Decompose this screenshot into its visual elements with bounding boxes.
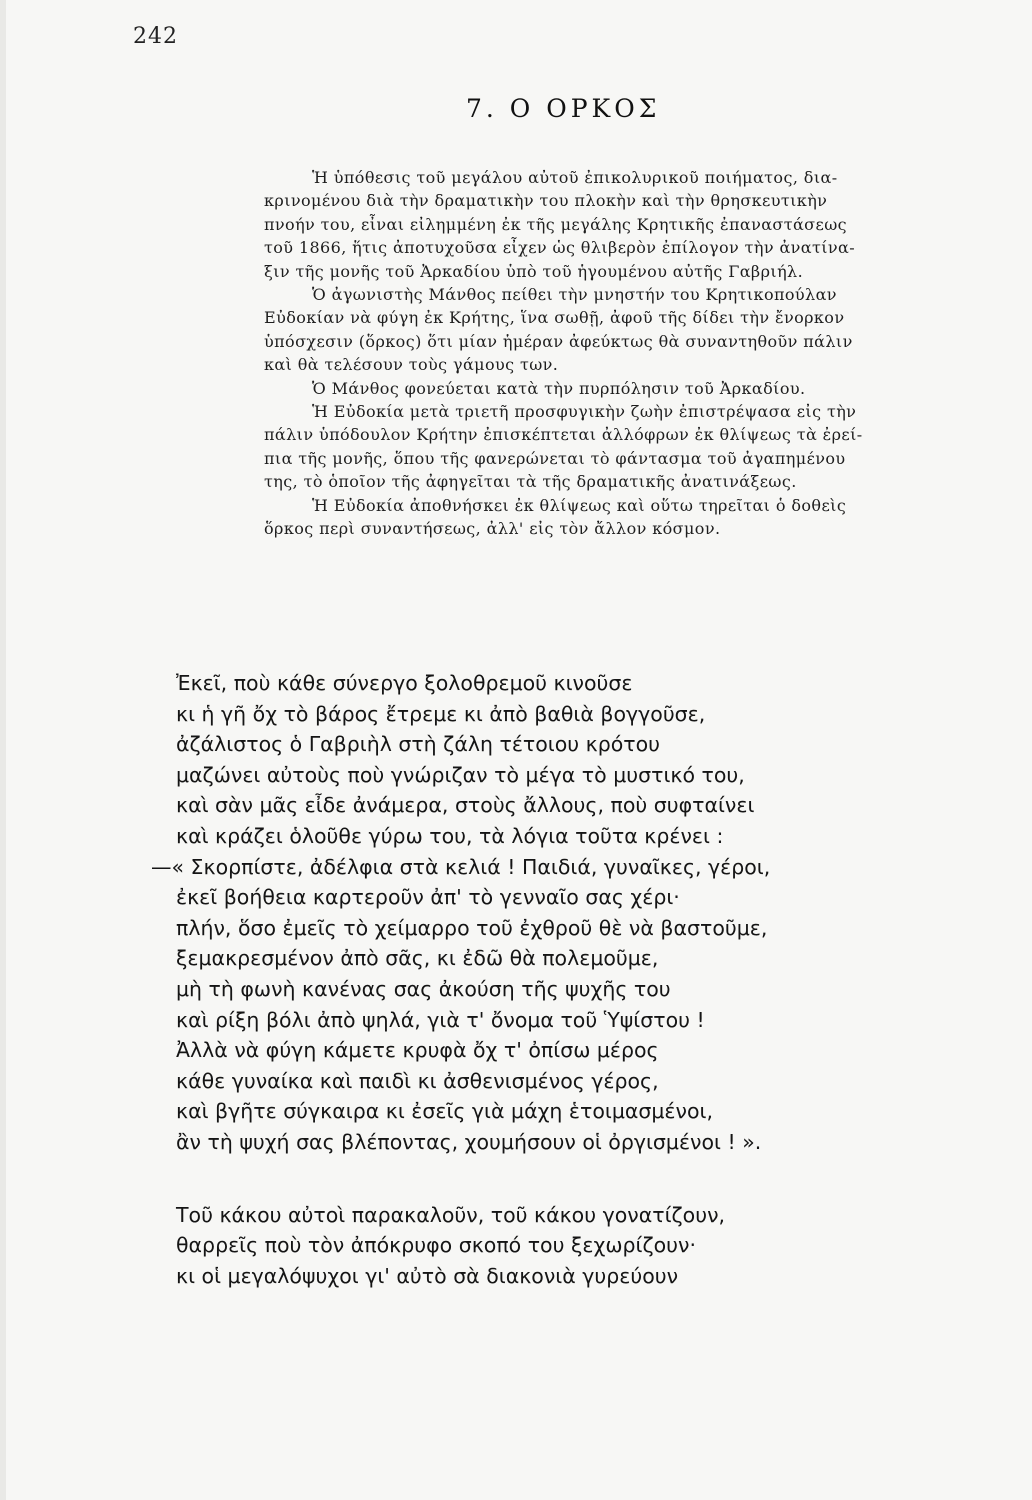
poem-line: καὶ ρίξη βόλι ἀπὸ ψηλά, γιὰ τ' ὄνομα τοῦ Ὑψίστου ! <box>176 1007 705 1032</box>
poem-line: Ἀλλὰ νὰ φύγη κάμετε κρυφὰ ὄχ τ' ὀπίσω μέρος <box>176 1038 659 1063</box>
summary-line: καὶ θὰ τελέσουν τοὺς γάμους των. <box>264 355 559 375</box>
poem-line: Τοῦ κάκου αὐτοὶ παρακαλοῦν, τοῦ κάκου γονατίζουν, <box>176 1202 726 1227</box>
summary-line: Ἡ ὑπόθεσις τοῦ μεγάλου αὐτοῦ ἐπικολυρικοῦ ποιήματος, δια- <box>312 168 838 187</box>
poem-line: —« Σκορπίστε, ἀδέλφια στὰ κελιά ! Παιδιά, γυναῖκες, γέροι, <box>151 854 771 879</box>
page-edge <box>0 0 6 1500</box>
poem-line: ἐκεῖ βοήθεια καρτεροῦν ἀπ' τὸ γενναῖο σας χέρι· <box>176 885 680 910</box>
poem-line: καὶ σὰν μᾶς εἶδε ἀνάμερα, στοὺς ἄλλους, ποὺ συφταίνει <box>176 793 755 818</box>
poem-line: Ἐκεῖ, ποὺ κάθε σύνεργο ξολοθρεμοῦ κινοῦσε <box>176 671 633 695</box>
summary-line: ὅρκος περὶ συναντήσεως, ἀλλ' εἰς τὸν ἄλλον κόσμον. <box>264 519 721 539</box>
poem-line: κι οἱ μεγαλόψυχοι γι' αὐτὸ σὰ διακονιὰ γυρεύουν <box>176 1263 679 1288</box>
summary-line: της, τὸ ὁποῖον τῆς ἀφηγεῖται τὰ τῆς δραματικῆς ἀνατινάξεως. <box>264 472 797 492</box>
summary-line: κρινομένου διὰ τὴν δραματικὴν του πλοκὴν καὶ τὴν θρησκευτικὴν <box>264 191 828 211</box>
chapter-title: 7. Ο ΟΡΚΟΣ <box>466 94 661 123</box>
poem-line: καὶ κράζει ὁλοῦθε γύρω του, τὰ λόγια τοῦτα κρένει : <box>176 823 724 848</box>
poem-line: κάθε γυναίκα καὶ παιδὶ κι ἀσθενισμένος γέρος, <box>176 1068 659 1093</box>
poem-line: πλήν, ὅσο ἐμεῖς τὸ χείμαρρο τοῦ ἐχθροῦ θὲ νὰ βαστοῦμε, <box>176 915 768 940</box>
summary-line: ξιν τῆς μονῆς τοῦ Ἀρκαδίου ὑπὸ τοῦ ἡγουμένου αὐτῆς Γαβριήλ. <box>264 261 804 281</box>
poem-stanza <box>151 668 936 1158</box>
poem-line: θαρρεῖς ποὺ τὸν ἀπόκρυφο σκοπό του ξεχωρίζουν· <box>176 1233 696 1258</box>
poem-body <box>151 668 936 1291</box>
summary-line: Ἡ Εὐδοκία ἀποθνήσκει ἐκ θλίψεως καὶ οὕτω τηρεῖται ὁ δοθεὶς <box>312 495 847 515</box>
poem-line: κι ἡ γῆ ὄχ τὸ βάρος ἔτρεμε κι ἀπὸ βαθιὰ βογγοῦσε, <box>176 701 706 726</box>
summary-line: ὑπόσχεσιν (ὅρκος) ὅτι μίαν ἡμέραν ἀφεύκτως θὰ συναντηθοῦν πάλιν <box>264 331 853 351</box>
poem-line: ξεμακρεσμένον ἀπὸ σᾶς, κι ἐδῶ θὰ πολεμοῦμε, <box>176 946 659 971</box>
summary-line: πια τῆς μονῆς, ὅπου τῆς φανερώνεται τὸ φάντασμα τοῦ ἀγαπημένου <box>264 448 846 468</box>
poem-line: ἀζάλιστος ὁ Γαβριὴλ στὴ ζάλη τέτοιου κρότου <box>176 732 661 757</box>
poem-line: μαζώνει αὐτοὺς ποὺ γνώριζαν τὸ μέγα τὸ μυστικό του, <box>176 762 745 787</box>
summary-line: Ὁ Μάνθος φονεύεται κατὰ τὴν πυρπόλησιν τοῦ Ἀρκαδίου. <box>312 378 806 398</box>
poem-line: μὴ τὴ φωνὴ κανένας σας ἀκούση τῆς ψυχῆς του <box>176 976 671 1001</box>
summary-line: τοῦ 1866, ἥτις ἀποτυχοῦσα εἶχεν ὡς θλιβερὸν ἐπίλογον τὴν ἀνατίνα- <box>264 238 856 258</box>
summary-line: πνοήν του, εἶναι εἰλημμένη ἐκ τῆς μεγάλης Κρητικῆς ἐπαναστάσεως <box>264 214 848 234</box>
summary-line: Εὐδοκίαν νὰ φύγη ἐκ Κρήτης, ἵνα σωθῇ, ἀφοῦ τῆς δίδει τὴν ἔνορκον <box>264 308 845 328</box>
summary-line: Ἡ Εὐδοκία μετὰ τριετῆ προσφυγικὴν ζωὴν ἐπιστρέψασα εἰς τὴν <box>312 402 857 422</box>
page-number: 242 <box>133 24 178 49</box>
summary-block <box>264 166 979 541</box>
poem-line: καὶ βγῆτε σύγκαιρα κι ἐσεῖς γιὰ μάχη ἑτοιμασμένοι, <box>176 1099 713 1124</box>
summary-line: πάλιν ὑπόδουλον Κρήτην ἐπισκέπτεται ἀλλόφρων ἐκ θλίψεως τὰ ἐρεί- <box>264 425 863 445</box>
poem-line: ἂν τὴ ψυχή σας βλέποντας, χουμήσουν οἱ ὀργισμένοι ! ». <box>176 1129 762 1154</box>
summary-line: Ὁ ἀγωνιστὴς Μάνθος πείθει τὴν μνηστήν του Κρητικοπούλαν <box>312 285 837 305</box>
poem-stanza <box>176 1200 936 1292</box>
